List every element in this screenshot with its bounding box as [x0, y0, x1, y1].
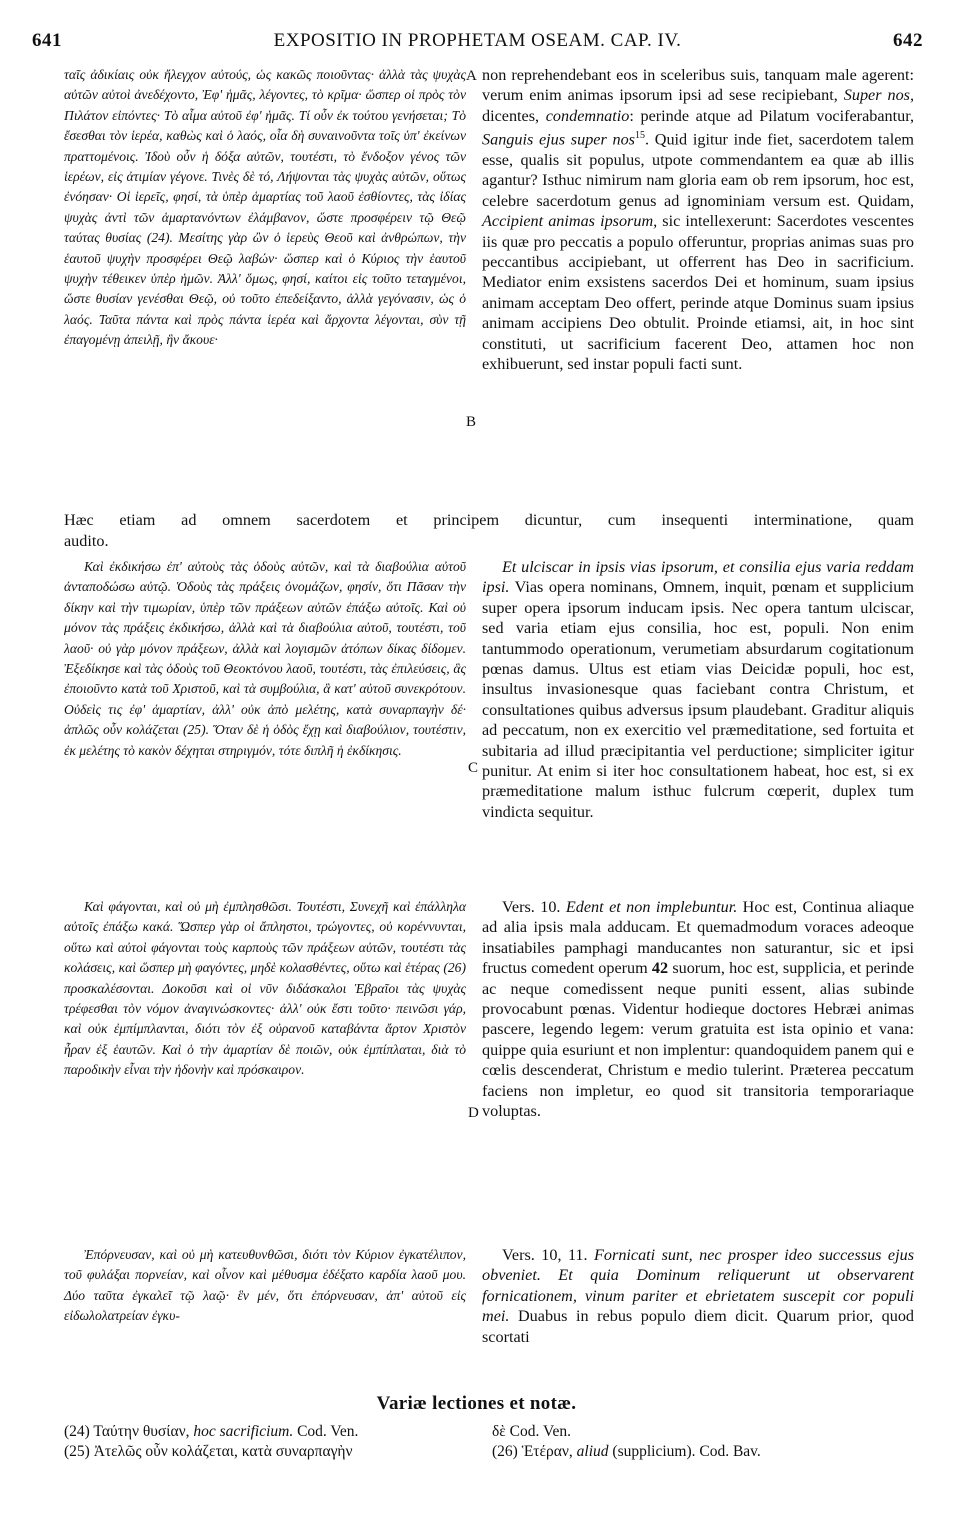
latin-paragraph: [482, 65, 914, 374]
note-26: [492, 1442, 761, 1462]
margin-marker-c: C: [468, 760, 479, 776]
greek-column-block-2: [64, 557, 466, 857]
latin-text: Hoc est, Continua aliaque ad alia ipsis mala adducam. Et quemadmodum voraces adeoque insatiabiles pamphagi manducantes non saturantur, sic et ipsi fructus comedent operum: [482, 898, 915, 978]
latin-column-block-4: [482, 1245, 914, 1385]
running-title: EXPOSITIO IN PROPHETAM OSEAM. CAP. IV.: [273, 30, 682, 51]
latin-text: . Quid igitur inde fiet, sacerdotem talem esse, qualis sit populus, utpote commendantem ea quæ ab illis agantur? Isthuc nimirum nam gloria eam ob rem ipsorum, hoc est, celebre sacerdotum genus ad ignominiam versum est. Quidam,: [482, 130, 914, 210]
latin-italic: Et ulciscar in ipsis vias ipsorum, et consilia ejus varia reddam ipsi.: [482, 558, 914, 597]
latin-text: : perinde atque ad Pilatum vociferabantur,: [629, 106, 915, 125]
latin-italic: Super nos,: [843, 86, 915, 105]
greek-paragraph: ταῖς ἀδικίαις οὐκ ἤλεγχον αὐτούς, ὡς κακῶς ποιοῦντας· ἀλλὰ τὰς ψυχὰς αὐτῶν αὐτοὶ ἀνεδέχοντο, Ἐφ' ἡμᾶς, λέγοντες, τὸ κρῖμα· ὥσπερ οἱ πρὸς τὸν Πιλάτον εἰπόντες· Τὸ αἷμα αὐτοῦ ἐφ' ἡμᾶς. Τί οὖν ἐκ τούτου γενήσεται; Τὸ ἔσεσθαι τὸν ἱερέα, καθὼς καὶ ὁ λαός, οἷα δὴ συναινοῦντα τοῖς ὑπ' ἐκείνων πραττομένοις. Ἰδοὺ οὖν ἡ δόξα αὐτῶν, τουτέστι, τὸ ἔνδοξον γένος τῶν ἱερέων, εἰς ἀτιμίαν γέγονε. Τινὲς δὲ τό, Λήψονται τὰς ψυχὰς αὐτῶν, οὕτως ἐνόησαν· Οἱ ἱερεῖς, φησί, τὰ ὑπὲρ ἁμαρτίας τοῦ λαοῦ ἐσθίοντες, τὰς ἰδίας ψυχὰς ἀντὶ τῶν ἁμαρτανόντων ἐλάμβανον, ὥστε προσφέρειν τῷ Θεῷ ταύτας θυσίας (24). Μεσίτης γὰρ ὢν ὁ ἱερεὺς Θεοῦ καὶ ἀνθρώπων, τὴν ἑαυτοῦ ψυχὴν προσφέρει Θεῷ λαβών· ὥσπερ καὶ ὁ Κύριος τὴν ἑαυτοῦ ψυχὴν τέθεικεν ὑπὲρ ἡμῶν. Ἀλλ' ὅμως, φησί, καίτοι εἰς τοῦτο τεταγμένοι, ὥστε θυσίαν γενέσθαι Θεῷ, οὐ τοῦτο ἐπεδείξαντο, ἀλλὰ γεγόνασιν, ὡς ὁ λαός. Ταῦτα πάντα καὶ πρὸς πάντα ἱερέα καὶ ἄρχοντα λέγονται, σὺν τῇ ἐπαγομένῃ ἀπειλῇ, ἣν ἄκουε·: [64, 67, 466, 348]
verse-label: Vers. 10, 11.: [502, 1246, 588, 1264]
notes-title: Variæ lectiones et notæ.: [376, 1393, 577, 1414]
latin-paragraph: [482, 897, 914, 1121]
margin-marker-a: A: [466, 68, 477, 84]
note-25-continued: δὲ Cod. Ven.: [492, 1423, 571, 1440]
latin-column-block-2: [482, 557, 914, 887]
latin-column-block-3: [482, 897, 914, 1237]
latin-text: non reprehendebant eos in sceleribus suis, tanquam male agerent: verum enim animas ipsorum ipsi ad sese recipiebant,: [482, 66, 914, 105]
page-number-right: 642: [893, 30, 923, 51]
note-25: (25) Ἀτελῶς οὖν κολάζεται, κατὰ συναρπαγὴν: [64, 1443, 353, 1460]
latin-column-block-1: [482, 65, 914, 505]
latin-italic: Edent et non implebuntur.: [565, 898, 738, 916]
margin-marker-d: D: [468, 1105, 479, 1121]
greek-column-block-3: [64, 897, 466, 1217]
full-width-line: Hæc etiam ad omnem sacerdotem et principem dicuntur, cum insequenti interminatione, quam: [64, 511, 914, 529]
page-header: [24, 30, 931, 58]
latin-text: Duabus in rebus populo diem dicit. Quarum prior, quod scortati: [482, 1307, 915, 1346]
greek-paragraph: Ἐπόρνευσαν, καὶ οὐ μὴ κατευθυνθῶσι, διότι τὸν Κύριον ἐγκατέλιπον, τοῦ φυλάξαι πορνείαν, καὶ οἶνον καὶ μέθυσμα ἐδέξατο καρδία λαοῦ μου. Δύο ταῦτα ἐγκαλεῖ τῷ λαῷ· ἓν μέν, ὅτι ἐπόρνευσαν, ἀπ' αὐτοῦ εἰς εἰδωλολατρείαν ἐγκυ-: [64, 1247, 466, 1324]
note-24: [64, 1422, 358, 1442]
column-number: 42: [651, 959, 669, 978]
footnote-ref: 15: [634, 130, 645, 142]
verse-label: Vers. 10.: [502, 898, 561, 916]
latin-italic: condemnatio: [545, 106, 630, 125]
latin-text: suorum, hoc est, supplicia, et perinde ac neque comedissent neque puniti essent, alias subinde provocabunt pœnas. Videntur hodieque doctores Hebræi animas pascere, legendo legem: verum gratuita est ista opinio et vana: quippe quia esuriunt et non implentur: quandoquidem panem qui e cœlis descenderat, Christum e medio tulerint. Præterea peccatum faciens non impletur, eo quod sit transitoria temporariaque voluptas.: [482, 959, 915, 1121]
page-number-left: 641: [32, 30, 62, 51]
full-width-line-end: audito.: [64, 532, 109, 550]
note-text: (supplicium). Cod. Bav.: [612, 1443, 761, 1460]
note-text: Cod. Ven.: [297, 1423, 359, 1440]
greek-column-block-1: [64, 65, 466, 505]
greek-column-block-4: [64, 1245, 466, 1385]
note-text: (24) Ταύτην θυσίαν,: [64, 1423, 190, 1440]
latin-text: sic intellexerunt: Sacerdotes vescentes iis quæ pro peccatis a populo offeruntur, proprias animas suas pro peccantibus accipiebant, ut offerrent has Deo in sacrificium. Mediator enim exsistens sacerdos Dei et hominum, suam ipsius animam acceptam Deo offert, perinde atque Dominus suam ipsius animam accipiens Deo obtulit. Proinde etiamsi, ait, in hoc sint constituti, ut sacrificium facerent Deo, attamen hoc non exhibuerunt, sed instar populi facti sunt.: [482, 212, 914, 374]
note-text: (26) Ἑτέραν,: [492, 1443, 573, 1460]
greek-paragraph: Καὶ φάγονται, καὶ οὐ μὴ ἐμπλησθῶσι. Τουτέστι, Συνεχῆ καὶ ἐπάλληλα αὐτοῖς ἐπάξω κακά. Ὥσπερ γὰρ οἱ ἄπληστοι, τρώγοντες, οὐ κορέννυνται, οὕτω καὶ αὐτοὶ φάγονται τοὺς καρποὺς τῶν πράξεων αὐτῶν, τουτέστι τὰς κολάσεις, καὶ ὥσπερ μὴ φαγόντες, μηδὲ κολασθέντες, οὕτω καὶ ἑτέρας (26) προσκαλέσονται. Δοκοῦσι καὶ οἱ νῦν διδάσκαλοι Ἑβραῖοι τὰς ψυχὰς τρέφεσθαι τὸν νόμον ἀναγινώσκοντες· ἀλλ' οὐκ ἔστι τοῦτο· πεινῶσι γάρ, καὶ οὐκ ἐμπίμπλανται, διότι τὸν ἐξ οὐρανοῦ καταβάντα ἄρτον Χριστὸν ἦραν ἐξ ἑαυτῶν. Καὶ ὁ τὴν ἁμαρτίαν δὲ ποιῶν, οὐκ ἐμπίπλαται, διὰ τὸ παροδικὴν εἶναι τὴν ἡδονὴν καὶ πρόσκαιρον.: [64, 899, 466, 1078]
latin-paragraph: [482, 1245, 914, 1347]
latin-italic: Fornicati sunt, nec prosper ideo successus ejus obveniet. Et quia Dominum reliquerunt ut observarent fornicationem, vinum pariter et ebrietatem suscepit cor populi mei.: [482, 1246, 914, 1326]
latin-paragraph: [482, 557, 914, 822]
latin-italic: Accipient animas ipsorum,: [482, 212, 658, 231]
margin-marker-b: B: [466, 414, 477, 430]
note-italic: aliud: [576, 1443, 609, 1460]
note-italic: hoc sacrificium.: [193, 1423, 294, 1440]
latin-text: dicentes,: [482, 106, 540, 125]
latin-italic: Sanguis ejus super nos: [482, 130, 635, 149]
greek-paragraph: Καὶ ἐκδικήσω ἐπ' αὐτοὺς τὰς ὁδοὺς αὐτῶν, καὶ τὰ διαβούλια αὐτοῦ ἀνταποδώσω αὐτῷ. Ὁδοὺς τὰς πράξεις ὀνομάζων, φησίν, ὅτι Πᾶσαν τὴν δίκην καὶ τὴν τιμωρίαν, ὑπὲρ τῶν πράξεων αὐτῶν ἐπάξω αὐτοῖς. Καὶ οὐ μόνον τὰς πράξεις ἐκδικήσω, ἀλλὰ καὶ τὰ διαβούλια αὐτοῦ, τουτέστι, τοῦ λαοῦ· οὐ γὰρ μόνον πράξεων, ἀλλὰ καὶ λογισμῶν ἀτόπων δίκας δίδομεν. Ἐξεδίκησε καὶ τὰς ὁδοὺς τοῦ Θεοκτόνου λαοῦ, τουτέστι, τὰς ἐπιλεύσεις, ἃς ἐποιοῦντο κατὰ τοῦ Χριστοῦ, καὶ τὰ συμβούλια, ἃ κατ' αὐτοῦ συνεκρότουν. Οὐδεὶς τις ἐφ' ἁμαρτίαν, ἀλλ' οὐκ ἀπὸ μελέτης, κατὰ συναρπαγὴν δέ· ἁπλῶς οὖν κολάζεται (25). Ὅταν δὲ ἡ ὁδὸς ἔχῃ καὶ διαβούλιον, τουτέστιν, ἐκ μελέτης τὸ κακὸν δέχηται στηριγμόν, τότε διπλῆ ἡ ἐκδίκησις.: [64, 559, 466, 758]
latin-text: Vias opera nominans, Omnem, inquit, pœnam et supplicium super opera ipsorum inducam ipsis. Nec opera tantum ulciscar, sed varia etiam ejus consilia, hoc est, populi. Non enim tantummodo operationum, verumetiam absurdarum cogitationum pœnas damus. Ultus est etiam vias Deicidæ populi, hoc est, insultus invasionesque quas faciebant contra Christum, et consultationes quibus adversus ipsum plaudebant. Graditur aliquis ad peccatum, non ex exercitio vel præmeditatione, sed fortuita et subitaria ad illud præcipitantia vel perductione; simpliciter igitur punitur. At enim si iter hoc consultationem habeat, hoc est, si ex præmeditatione malum isthuc fulcrum cœperit, duplex tum vindicta sequitur.: [482, 578, 914, 821]
